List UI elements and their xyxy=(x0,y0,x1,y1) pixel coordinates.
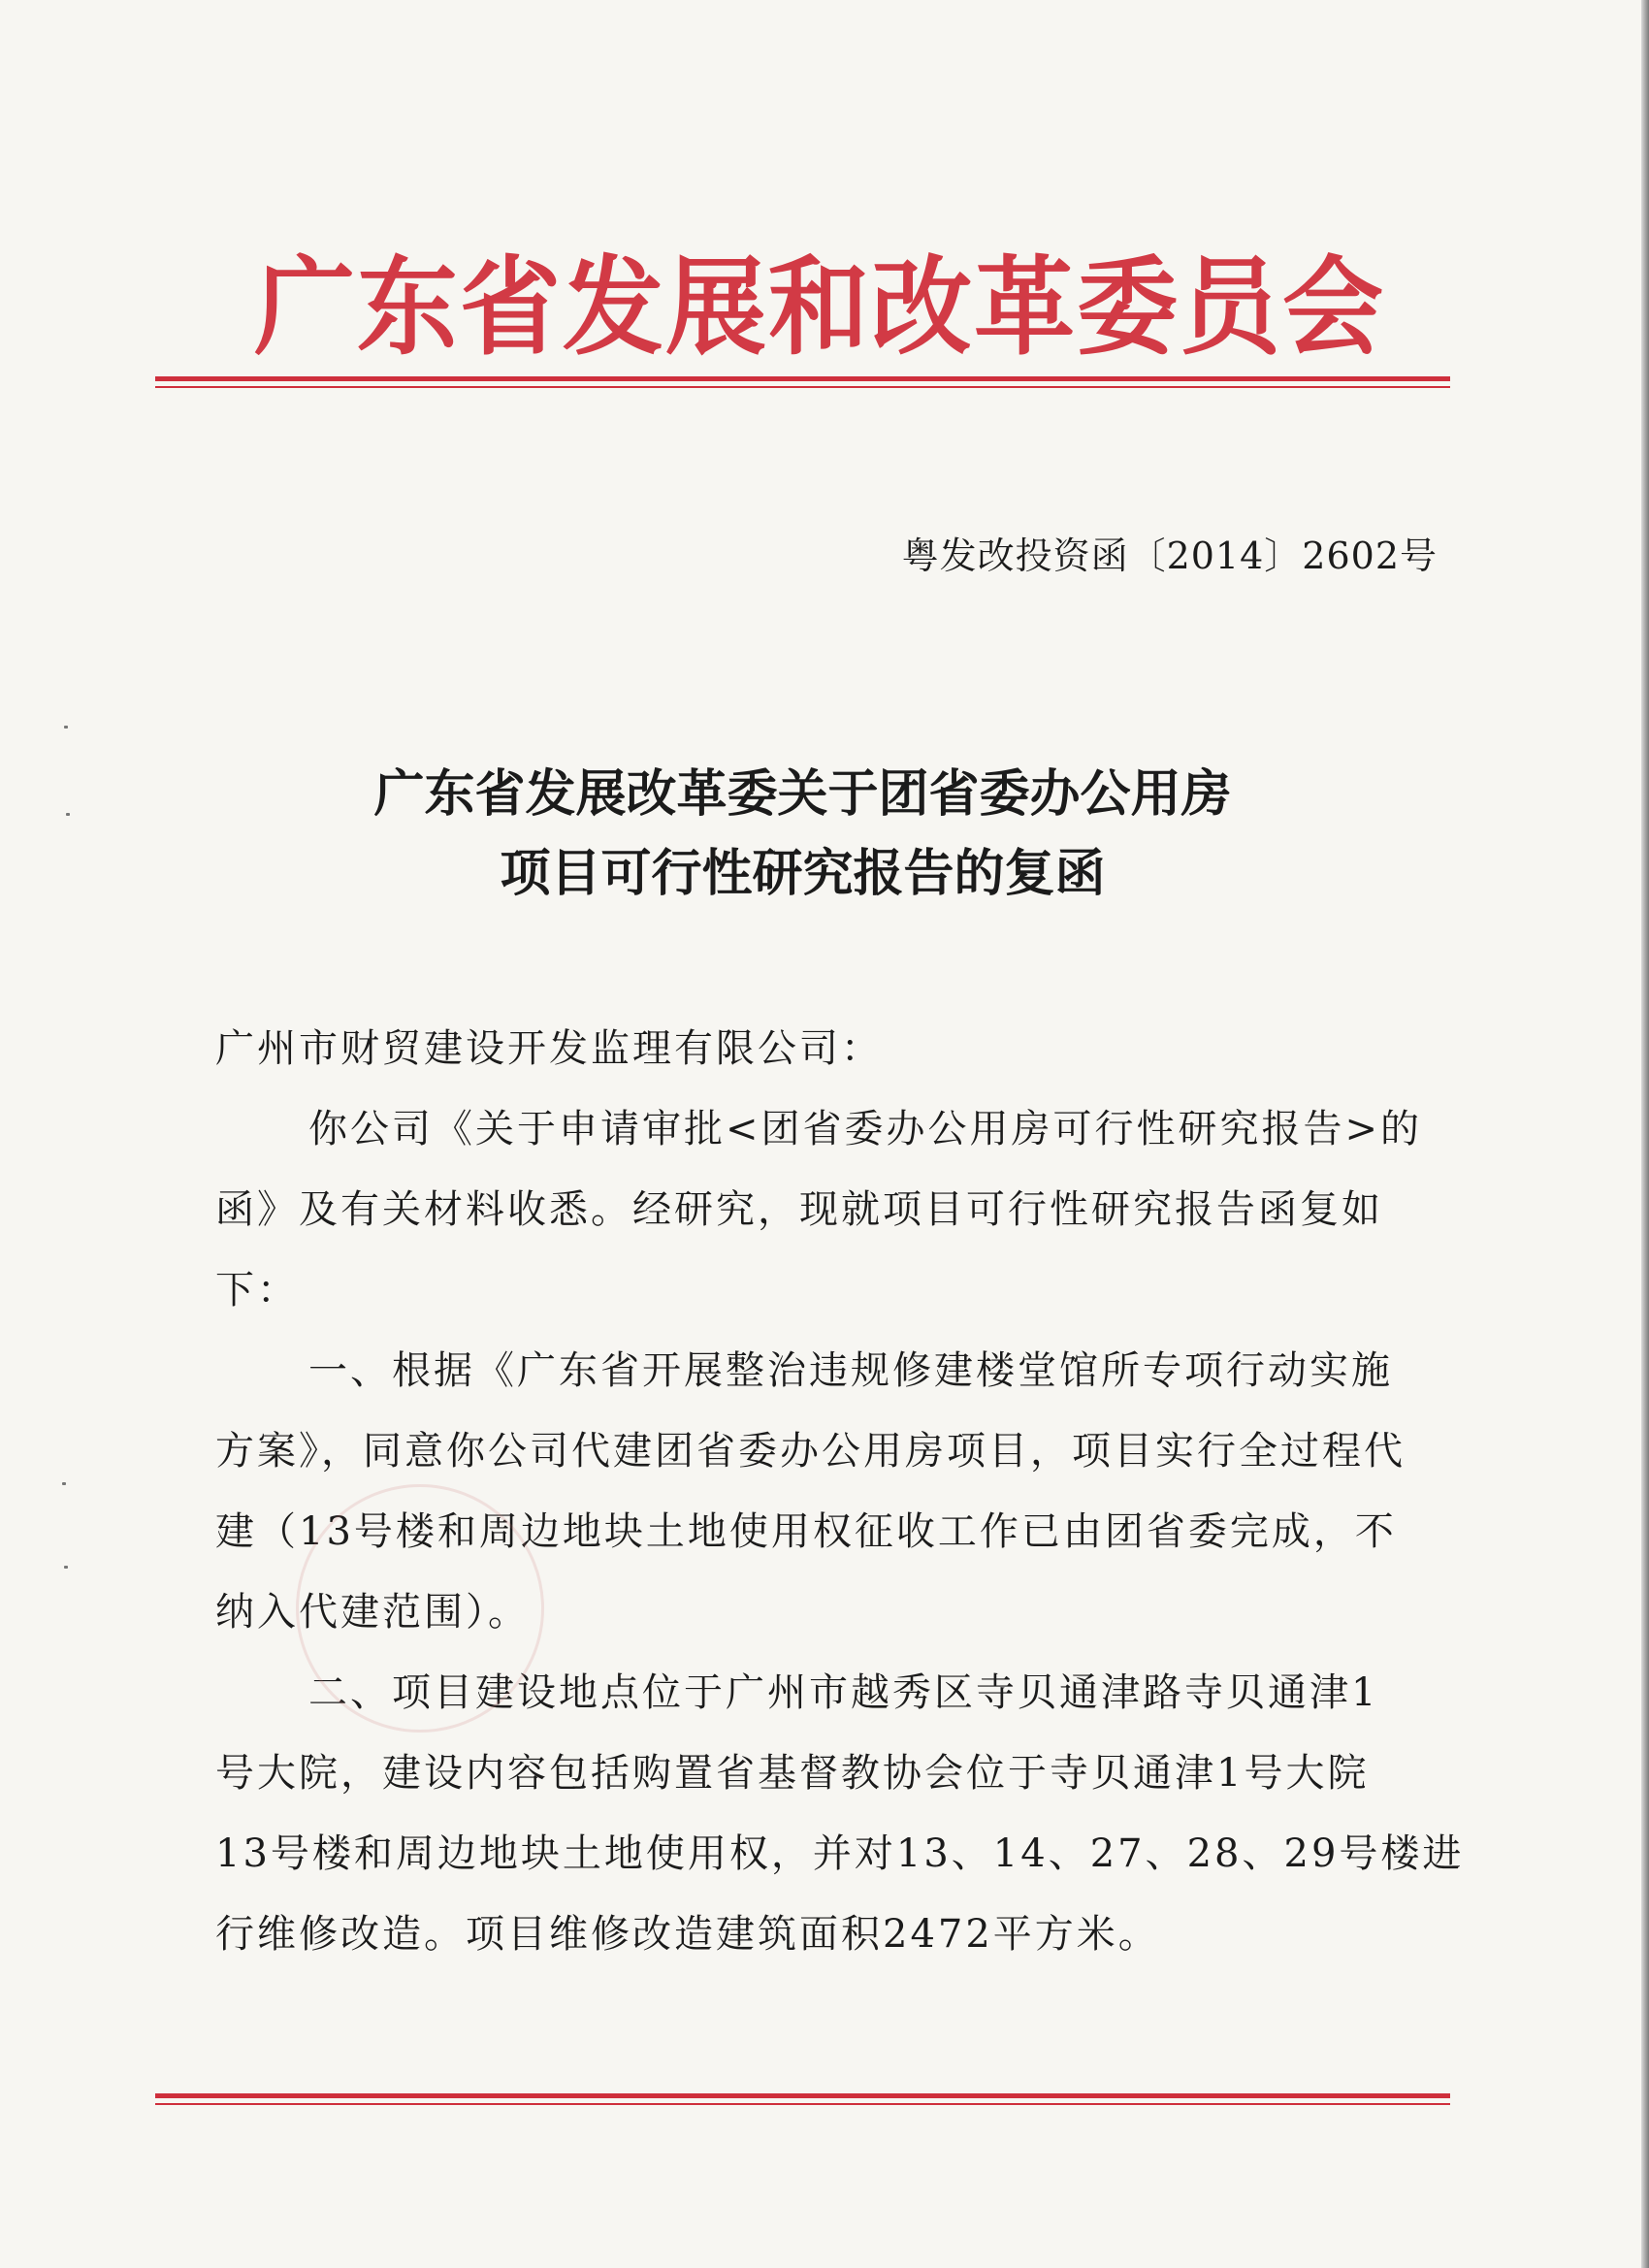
body-line: 建（13号楼和周边地块土地使用权征收工作已由团省委完成，不 xyxy=(215,1509,1397,1554)
body-line: 一、根据《广东省开展整治违规修建楼堂馆所专项行动实施 xyxy=(308,1348,1393,1393)
body-line: 行维修改造。项目维修改造建筑面积2472平方米。 xyxy=(215,1912,1160,1957)
header-rule-thin xyxy=(155,386,1450,388)
scan-speck xyxy=(66,813,70,816)
scan-speck xyxy=(62,1482,66,1485)
body-line: 你公司《关于申请审批<团省委办公用房可行性研究报告>的 xyxy=(308,1107,1423,1151)
scan-edge xyxy=(1641,0,1649,2268)
body-line: 号大院，建设内容包括购置省基督教协会位于寺贝通津1号大院 xyxy=(215,1751,1370,1796)
footer-red-rule xyxy=(155,2093,1450,2105)
footer-rule-thin xyxy=(155,2103,1450,2105)
salutation: 广州市财贸建设开发监理有限公司： xyxy=(215,1026,883,1071)
scan-speck xyxy=(64,1566,68,1569)
body-line: 13号楼和周边地块土地使用权，并对13、14、27、28、29号楼进 xyxy=(215,1831,1465,1876)
body-line: 纳入代建范围）。 xyxy=(215,1590,530,1635)
organization-header: 广东省发展和改革委员会 xyxy=(254,243,1386,371)
document-number: 粤发改投资函〔2014〕2602号 xyxy=(901,535,1438,577)
body-line: 二、项目建设地点位于广州市越秀区寺贝通津路寺贝通津1 xyxy=(308,1670,1379,1715)
title-line-2: 项目可行性研究报告的复函 xyxy=(500,844,1106,903)
scan-speck xyxy=(64,726,68,729)
document-body xyxy=(215,1009,1465,1975)
document-title xyxy=(155,755,1450,914)
footer-rule-thick xyxy=(155,2093,1450,2098)
header-rule-thick xyxy=(155,376,1450,381)
title-line-1: 广东省发展改革委关于团省委办公用房 xyxy=(373,764,1232,824)
header-red-rule xyxy=(155,376,1450,388)
body-line: 函》及有关材料收悉。经研究，现就项目可行性研究报告函复如 xyxy=(215,1187,1383,1232)
body-line: 下： xyxy=(215,1268,299,1312)
body-line: 方案》，同意你公司代建团省委办公用房项目，项目实行全过程代 xyxy=(215,1429,1406,1474)
